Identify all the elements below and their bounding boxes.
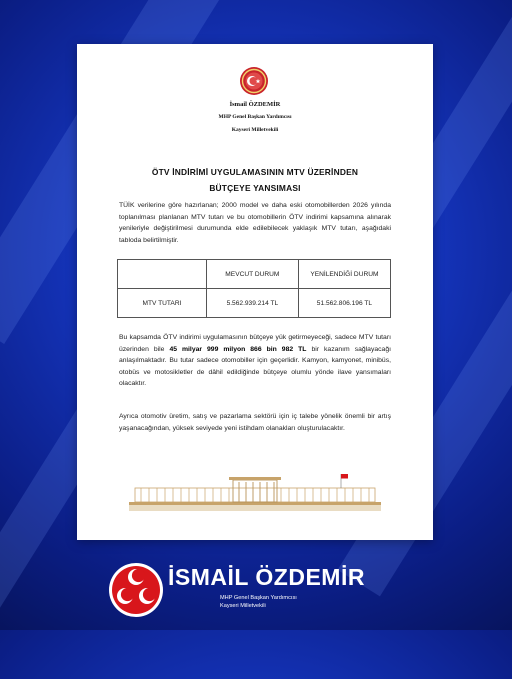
- body-paragraph-2: [119, 332, 391, 390]
- table-header-blank: [118, 260, 207, 289]
- brand-city: Kayseri Milletvekili: [220, 603, 266, 609]
- tbmm-emblem-icon: [239, 66, 269, 96]
- letterhead-name: İsmail ÖZDEMİR: [229, 101, 281, 108]
- para2-text-b: bir kazanım sağlayacağı anlaşılmaktadır. Bu tutar sadece otomobiller için geçerlidir. Kamyon, kamyonet, minibüs, otobüs ve motosikletler de dâhil edildiğinde bütçeye olumlu yönde ilave yansımaları olacaktır.: [119, 345, 391, 388]
- title-line-1: ÖTV İNDİRİMİ UYGULAMASININ MTV ÜZERİNDEN: [151, 167, 359, 177]
- document-title: [97, 164, 413, 196]
- table-header-row: [118, 260, 391, 289]
- letterhead-city: Kayseri Milletvekili: [231, 127, 279, 133]
- parliament-building-icon: [129, 474, 381, 514]
- mhp-crescents-logo-icon: [108, 562, 164, 618]
- body-paragraph-3: Ayrıca otomotiv üretim, satış ve pazarlama sektörü için iç talebe yönelik önemli bir artış yaşanacağından, yüksek seviyede yeni istihdam olanakları oluşturulacaktır.: [119, 413, 391, 432]
- title-line-2: BÜTÇEYE YANSIMASI: [209, 183, 301, 193]
- table-header-current: MEVCUT DURUM: [206, 260, 298, 289]
- brand-role: MHP Genel Başkan Yardımcısı: [220, 595, 297, 601]
- letterhead-role: MHP Genel Başkan Yardımcısı: [218, 114, 292, 120]
- para2-text-a: Bu kapsamda ÖTV indirimi uygulamasının bütçeye yük getirmeyeceği, sadece MTV tutarı üzerinden bile: [119, 334, 391, 353]
- mtv-table: [117, 259, 391, 318]
- table-cell-label: MTV TUTARI: [118, 289, 207, 318]
- table-header-renewed: YENİLENDİĞİ DURUM: [298, 260, 390, 289]
- table-cell-renewed: 51.562.806.196 TL: [298, 289, 390, 318]
- table-row: [118, 289, 391, 318]
- document-page: [77, 44, 433, 540]
- table-cell-current: 5.562.939.214 TL: [206, 289, 298, 318]
- brand-signature: [108, 562, 408, 618]
- para2-bold-amount: 45 milyar 999 milyon 866 bin 982 TL: [169, 345, 307, 353]
- brand-name: İSMAİL ÖZDEMİR: [168, 564, 365, 590]
- intro-paragraph: TÜİK verilerine göre hazırlanan; 2000 model ve daha eski otomobillerden 2026 yılında toplanılması planlanan MTV tutarı ve bu otomobillerin ÖTV indirimi kapsamına alınarak yenileriyle değiştirilmesi durumunda elde edilebilecek yaklaşık MTV tutarı, aşağıdaki tabloda belirtilmiştir.: [119, 202, 391, 244]
